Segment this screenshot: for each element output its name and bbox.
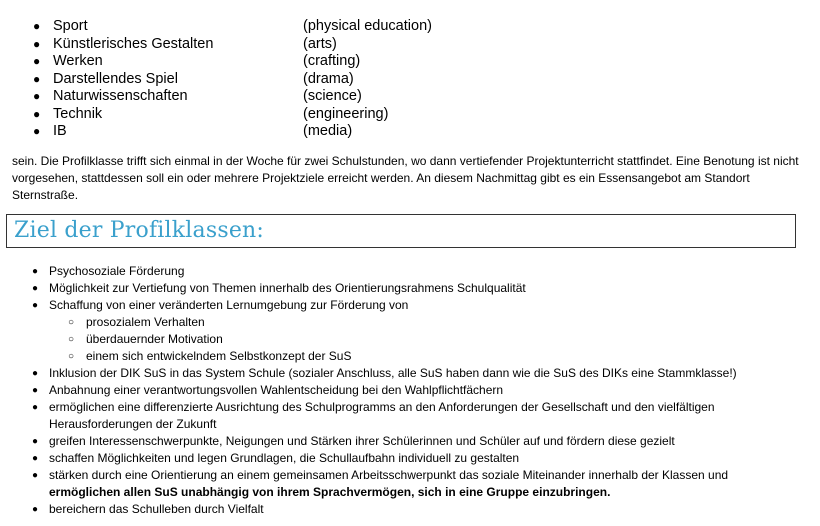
sub-goal-text: prosozialem Verhalten	[86, 315, 205, 329]
bullet-dot-icon: ●	[32, 385, 39, 396]
circle-bullet-icon: ○	[68, 317, 75, 328]
bullet-dot-icon: ●	[32, 453, 39, 464]
subject-translation: (crafting)	[303, 53, 361, 69]
bullet-dot-icon: ●	[33, 106, 41, 121]
subject-row	[0, 106, 820, 124]
subject-row	[0, 53, 820, 71]
goal-item	[0, 399, 820, 433]
subject-name: Sport	[53, 18, 88, 34]
bullet-dot-icon: ●	[32, 470, 39, 481]
sub-goal-text: einem sich entwickelndem Selbstkonzept der SuS	[86, 349, 352, 363]
goal-text: ermöglichen eine differenzierte Ausrichtung des Schulprogramms an den Anforderungen der Gesellschaft und den vielfältigen Herausforderungen der Zukunft	[49, 400, 715, 431]
bullet-dot-icon: ●	[33, 71, 41, 86]
goal-text: bereichern das Schulleben durch Vielfalt	[49, 502, 264, 516]
bullet-dot-icon: ●	[32, 300, 39, 311]
subject-translation: (engineering)	[303, 105, 389, 122]
circle-bullet-icon: ○	[68, 334, 75, 345]
subject-row	[0, 36, 820, 54]
goal-text: Schaffung von einer veränderten Lernumgebung zur Förderung von	[49, 298, 409, 312]
goal-item	[0, 467, 820, 501]
bullet-dot-icon: ●	[33, 54, 41, 68]
bullet-dot-icon: ●	[32, 504, 39, 515]
goal-item	[0, 280, 820, 297]
subject-translation: (science)	[303, 88, 362, 104]
goal-text: Inklusion der DIK SuS in das System Schule (sozialer Anschluss, alle SuS haben dann wie die SuS des DIKs eine Stammklasse!)	[49, 366, 737, 380]
goal-text: schaffen Möglichkeiten und legen Grundlagen, die Schullaufbahn individuell zu gestalten	[49, 451, 520, 465]
subject-name: IB	[53, 123, 67, 139]
goal-item	[0, 297, 820, 314]
heading-box	[6, 214, 796, 248]
bullet-dot-icon: ●	[33, 89, 41, 103]
goals-list	[0, 263, 820, 518]
subject-row	[0, 123, 820, 141]
bullet-dot-icon: ●	[33, 124, 41, 138]
goal-text: Möglichkeit zur Vertiefung von Themen innerhalb des Orientierungsrahmens Schulqualität	[49, 281, 526, 295]
subject-translation: (arts)	[303, 35, 337, 52]
sub-goal-item	[0, 331, 820, 348]
subject-row	[0, 18, 820, 36]
bullet-dot-icon: ●	[33, 36, 41, 51]
goal-text: Anbahnung einer verantwortungsvollen Wahlentscheidung bei den Wahlpflichtfächern	[49, 383, 504, 397]
goal-item	[0, 501, 820, 518]
goal-text-normal: stärken durch eine Orientierung an einem gemeinsamen Arbeitsschwerpunkt das soziale Miteinander innerhalb der Klassen und	[49, 468, 729, 482]
goal-item	[0, 433, 820, 450]
goal-text: Psychosoziale Förderung	[49, 264, 185, 278]
info-paragraph: sein. Die Profilklasse trifft sich einmal in der Woche für zwei Schulstunden, wo dann vertiefender Projektunterricht stattfindet. Eine Benotung ist nicht vorgesehen, stattdessen soll ein oder mehrere Projektziele erreicht werden. An diesem Nachmittag gibt es ein Essensangebot am Standort Sternstraße.	[12, 154, 799, 202]
subject-list	[0, 18, 820, 141]
subject-name: Technik	[53, 105, 103, 122]
goal-text: greifen Interessenschwerpunkte, Neigungen und Stärken ihrer Schülerinnen und Schüler auf und fördern diese gezielt	[49, 434, 675, 448]
subject-name: Künstlerisches Gestalten	[53, 35, 214, 52]
bullet-dot-icon: ●	[32, 402, 39, 413]
subject-name: Naturwissenschaften	[53, 88, 188, 104]
goal-text	[49, 467, 809, 501]
goal-item	[0, 450, 820, 467]
goal-text-bold: ermöglichen allen SuS unabhängig von ihrem Sprachvermögen, sich in eine Gruppe einzubringen.	[49, 485, 611, 499]
sub-goal-item	[0, 314, 820, 331]
bullet-dot-icon: ●	[32, 266, 39, 277]
subject-row	[0, 71, 820, 89]
circle-bullet-icon: ○	[68, 351, 75, 362]
subject-translation: (physical education)	[303, 18, 432, 34]
sub-goal-item	[0, 348, 820, 365]
subject-name: Darstellendes Spiel	[53, 70, 178, 87]
subject-translation: (media)	[303, 123, 353, 139]
sub-goal-text: überdauernder Motivation	[86, 332, 223, 346]
bullet-dot-icon: ●	[33, 19, 41, 33]
bullet-dot-icon: ●	[32, 436, 39, 447]
section-heading: Ziel der Profilklassen:	[14, 218, 265, 243]
subject-translation: (drama)	[303, 70, 354, 87]
bullet-dot-icon: ●	[32, 283, 39, 294]
subject-row	[0, 88, 820, 106]
goal-item	[0, 382, 820, 399]
goal-item	[0, 365, 820, 382]
bullet-dot-icon: ●	[32, 368, 39, 379]
subject-name: Werken	[53, 53, 103, 69]
goal-item	[0, 263, 820, 280]
